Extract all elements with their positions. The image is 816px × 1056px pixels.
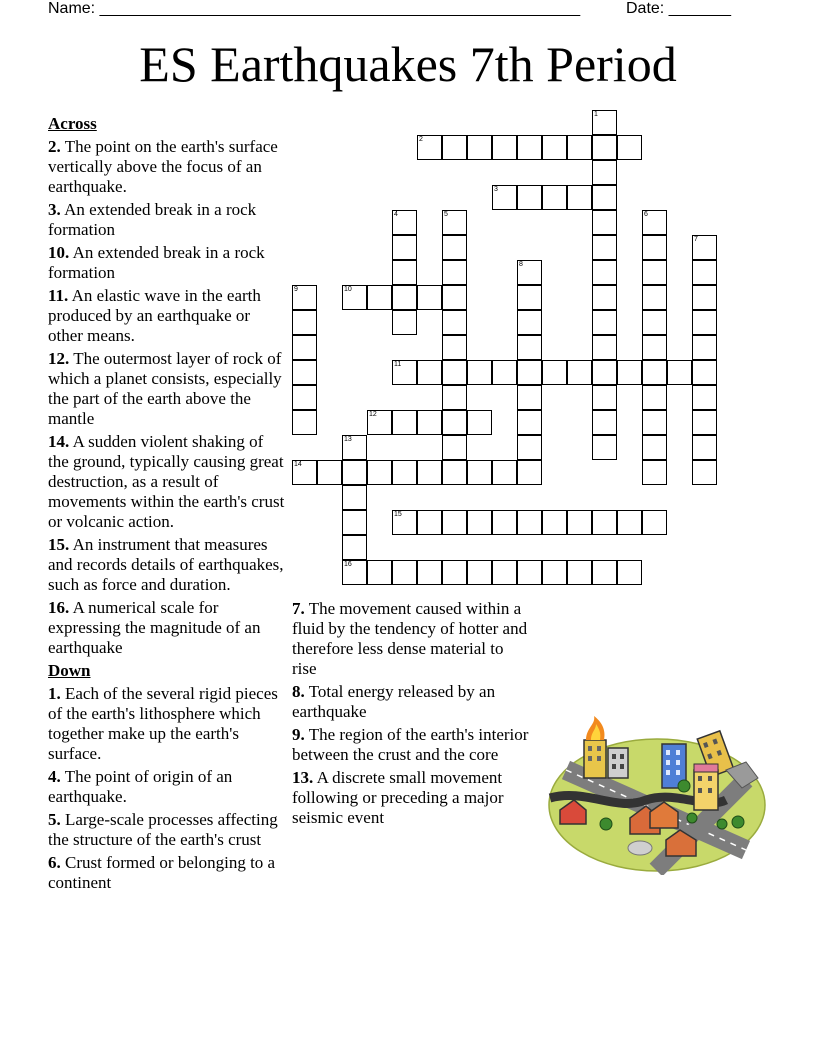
clue-text: A sudden violent shaking of the ground, typically causing great destruction, as a result of movements within the earth's crust or volcanic action. [48,432,285,531]
cell-number: 11 [394,361,402,368]
crossword-cell[interactable] [642,385,667,410]
crossword-cell[interactable] [392,410,417,435]
cell-number: 12 [369,411,377,418]
down-heading: Down [48,661,91,680]
crossword-cell[interactable] [367,460,392,485]
crossword-cell[interactable] [467,410,492,435]
crossword-cell[interactable] [417,285,442,310]
clue-number: 13. [292,768,314,787]
clue-number: 15. [48,535,70,554]
crossword-cell[interactable] [692,235,717,260]
crossword-cell[interactable] [442,135,467,160]
crossword-cell[interactable] [517,460,542,485]
clue-number: 4. [48,767,61,786]
crossword-cell[interactable] [517,260,542,285]
crossword-cell[interactable] [592,285,617,310]
clue-number: 12. [48,349,70,368]
crossword-cell[interactable] [392,560,417,585]
crossword-cell[interactable] [542,560,567,585]
clue-text: An instrument that measures and records details of earthquakes, such as force and duration. [48,535,284,594]
crossword-cell[interactable] [392,210,417,235]
crossword-cell[interactable] [517,335,542,360]
clue-text: The point on the earth's surface vertically above the focus of an earthquake. [48,137,278,196]
crossword-cell[interactable] [292,460,317,485]
crossword-cell[interactable] [467,560,492,585]
crossword-cell[interactable] [567,360,592,385]
crossword-cell[interactable] [342,535,367,560]
crossword-cell[interactable] [442,310,467,335]
crossword-cell[interactable] [392,285,417,310]
crossword-cell[interactable] [517,285,542,310]
crossword-cell[interactable] [392,260,417,285]
crossword-cell[interactable] [517,435,542,460]
crossword-cell[interactable] [392,360,417,385]
cell-number: 15 [394,511,402,518]
cell-number: 16 [344,561,352,568]
clue-text: An extended break in a rock formation [48,243,265,282]
clue-number: 5. [48,810,61,829]
crossword-cell[interactable] [567,135,592,160]
clue-number: 11. [48,286,69,305]
crossword-cell[interactable] [567,185,592,210]
crossword-cell[interactable] [692,460,717,485]
crossword-cell[interactable] [392,310,417,335]
clue-number: 14. [48,432,70,451]
crossword-cell[interactable] [592,160,617,185]
crossword-cell[interactable] [642,510,667,535]
crossword-cell[interactable] [367,560,392,585]
crossword-cell[interactable] [617,510,642,535]
crossword-cell[interactable] [692,260,717,285]
cell-number: 5 [444,211,448,218]
crossword-cell[interactable] [692,310,717,335]
crossword-cell[interactable] [642,235,667,260]
date-label: Date: [626,0,665,17]
crossword-cell[interactable] [617,360,642,385]
crossword-cell[interactable] [342,435,367,460]
clue-text: An elastic wave in the earth produced by an earthquake or other means. [48,286,261,345]
clue-text: Large-scale processes affecting the structure of the earth's crust [48,810,278,849]
crossword-cell[interactable] [517,510,542,535]
crossword-cell[interactable] [592,385,617,410]
crossword-cell[interactable] [642,260,667,285]
crossword-cell[interactable] [642,435,667,460]
clue-number: 16. [48,598,70,617]
crossword-cell[interactable] [342,460,367,485]
crossword-cell[interactable] [292,285,317,310]
crossword-cell[interactable] [467,460,492,485]
name-label: Name: [48,0,96,17]
clue-text: Total energy released by an earthquake [292,682,496,721]
crossword-cell[interactable] [517,310,542,335]
clue-text: The outermost layer of rock of which a planet consists, especially the part of the earth above the mantle [48,349,282,428]
crossword-cell[interactable] [692,335,717,360]
crossword-cell[interactable] [442,385,467,410]
cell-number: 8 [519,261,523,268]
crossword-cell[interactable] [517,135,542,160]
crossword-cell[interactable] [592,235,617,260]
crossword-cell[interactable] [592,110,617,135]
crossword-cell[interactable] [342,510,367,535]
crossword-cell[interactable] [442,360,467,385]
cell-number: 2 [419,136,423,143]
clue-text: The point of origin of an earthquake. [48,767,233,806]
crossword-cell[interactable] [667,360,692,385]
crossword-cell[interactable] [467,135,492,160]
crossword-cell[interactable] [542,135,567,160]
crossword-cell[interactable] [392,510,417,535]
crossword-cell[interactable] [692,410,717,435]
crossword-cell[interactable] [592,560,617,585]
crossword-cell[interactable] [342,285,367,310]
crossword-cell[interactable] [592,210,617,235]
clue-number: 9. [292,725,305,744]
crossword-cell[interactable] [442,560,467,585]
crossword-cell[interactable] [467,360,492,385]
crossword-cell[interactable] [542,510,567,535]
crossword-cell[interactable] [592,260,617,285]
crossword-cell[interactable] [442,260,467,285]
clue-text: The region of the earth's interior between the crust and the core [292,725,529,764]
crossword-cell[interactable] [692,435,717,460]
clue-number: 10. [48,243,70,262]
crossword-cell[interactable] [492,185,517,210]
page-title: ES Earthquakes 7th Period [139,36,677,92]
cell-number: 10 [344,286,352,293]
clue-number: 7. [292,599,305,618]
cell-number: 13 [344,436,352,443]
clue-number: 3. [48,200,61,219]
crossword-cell[interactable] [517,360,542,385]
clue-text: A discrete small movement following or preceding a major seismic event [292,768,504,827]
crossword-cell[interactable] [642,310,667,335]
crossword-cell[interactable] [292,310,317,335]
cell-number: 4 [394,211,398,218]
clue-number: 6. [48,853,61,872]
crossword-cell[interactable] [442,210,467,235]
crossword-cell[interactable] [492,460,517,485]
crossword-cell[interactable] [692,385,717,410]
clue-text: Crust formed or belonging to a continent [48,853,276,892]
crossword-cell[interactable] [517,385,542,410]
cell-number: 6 [644,211,648,218]
crossword-cell[interactable] [367,410,392,435]
cell-number: 9 [294,286,298,293]
crossword-cell[interactable] [592,135,617,160]
crossword-cell[interactable] [642,335,667,360]
crossword-cell[interactable] [517,410,542,435]
crossword-cell[interactable] [592,185,617,210]
crossword-cell[interactable] [592,510,617,535]
crossword-cell[interactable] [642,410,667,435]
crossword-cell[interactable] [442,510,467,535]
crossword-cell[interactable] [417,360,442,385]
crossword-cell[interactable] [442,285,467,310]
crossword-cell[interactable] [442,235,467,260]
crossword-cell[interactable] [567,510,592,535]
crossword-cell[interactable] [592,335,617,360]
clue-number: 2. [48,137,61,156]
crossword-cell[interactable] [692,285,717,310]
crossword-cell[interactable] [317,460,342,485]
crossword-cell[interactable] [617,135,642,160]
crossword-cell[interactable] [617,560,642,585]
cell-number: 3 [494,186,498,193]
crossword-cell[interactable] [492,135,517,160]
crossword-cell[interactable] [342,560,367,585]
crossword-cell[interactable] [417,410,442,435]
crossword-cell[interactable] [542,360,567,385]
crossword-cell[interactable] [292,335,317,360]
crossword-cell[interactable] [542,185,567,210]
crossword-cell[interactable] [392,235,417,260]
crossword-cell[interactable] [592,435,617,460]
crossword-cell[interactable] [442,435,467,460]
crossword-cell[interactable] [642,285,667,310]
crossword-cell[interactable] [642,460,667,485]
clue-text: An extended break in a rock formation [48,200,257,239]
crossword-cell[interactable] [492,510,517,535]
crossword-cell[interactable] [517,185,542,210]
crossword-cell[interactable] [417,560,442,585]
crossword-cell[interactable] [592,360,617,385]
crossword-cell[interactable] [417,460,442,485]
crossword-cell[interactable] [692,360,717,385]
crossword-cell[interactable] [417,510,442,535]
crossword-cell[interactable] [417,135,442,160]
earthquake-town-illustration [546,700,768,875]
crossword-cell[interactable] [442,410,467,435]
cell-number: 7 [694,236,698,243]
crossword-cell[interactable] [492,360,517,385]
clue-number: 1. [48,684,61,703]
clue-text: A numerical scale for expressing the magnitude of an earthquake [48,598,261,657]
crossword-cell[interactable] [642,360,667,385]
crossword-cell[interactable] [567,560,592,585]
crossword-cell[interactable] [392,460,417,485]
crossword-cell[interactable] [342,485,367,510]
crossword-cell[interactable] [367,285,392,310]
crossword-cell[interactable] [442,335,467,360]
clue-text: The movement caused within a fluid by the tendency of hotter and therefore less dense material to rise [292,599,528,678]
cell-number: 14 [294,461,302,468]
crossword-cell[interactable] [592,310,617,335]
crossword-cell[interactable] [292,385,317,410]
clue-text: Each of the several rigid pieces of the earth's lithosphere which together make up the earth's surface. [48,684,278,763]
crossword-cell[interactable] [467,510,492,535]
crossword-cell[interactable] [292,360,317,385]
date-line: _______ [668,0,731,17]
crossword-cell[interactable] [442,460,467,485]
crossword-cell[interactable] [592,410,617,435]
crossword-cell[interactable] [292,410,317,435]
across-heading: Across [48,114,97,133]
crossword-cell[interactable] [642,210,667,235]
crossword-cell[interactable] [492,560,517,585]
clue-number: 8. [292,682,305,701]
name-line: ______________________________________________________ [99,0,581,17]
cell-number: 1 [594,111,598,118]
crossword-cell[interactable] [517,560,542,585]
